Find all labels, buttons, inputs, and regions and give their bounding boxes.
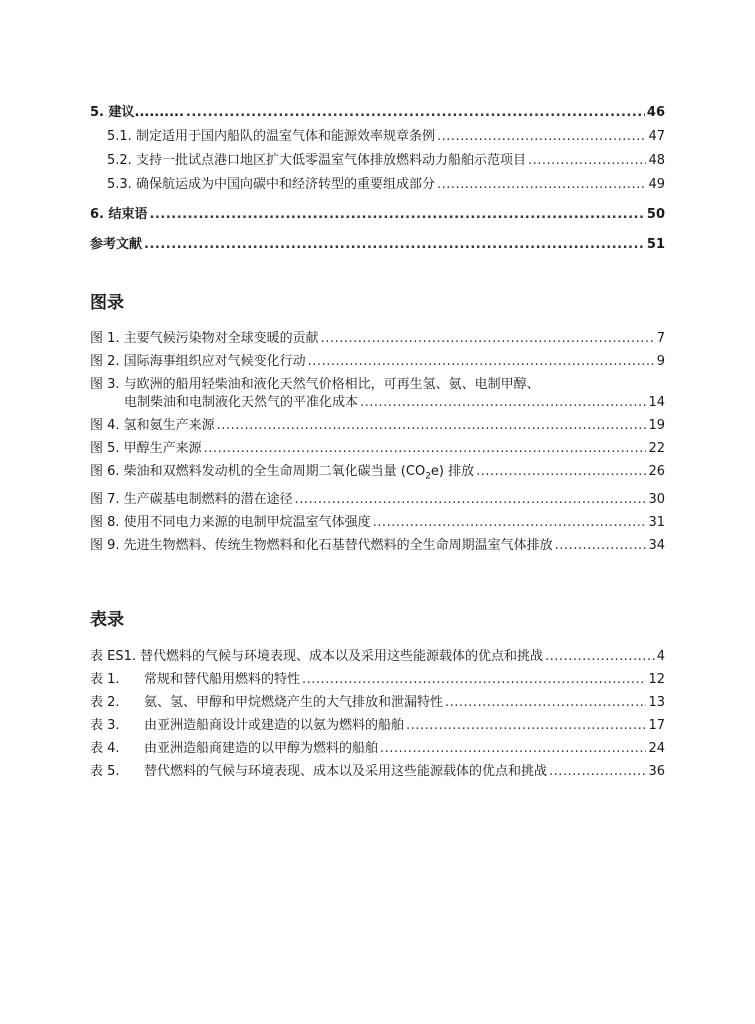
- toc-entry-label: 5.2. 支持一批试点港口地区扩大低零温室气体排放燃料动力船舶示范项目: [107, 153, 526, 168]
- toc-entry-page: 50: [646, 207, 665, 222]
- table-entry-2[interactable]: [90, 694, 665, 712]
- table-entry-es1[interactable]: [90, 648, 665, 666]
- figure-entry-label-text-end: e) 排放: [430, 464, 475, 479]
- toc-entry-5-1[interactable]: [90, 128, 665, 146]
- figure-entry-6[interactable]: [90, 463, 665, 486]
- figure-entry-label: 图 9. 先进生物燃料、传统生物燃料和化石基替代燃料的全生命周期温室气体排放: [90, 537, 553, 553]
- figure-entry-1[interactable]: [90, 330, 665, 348]
- table-entry-number: 表 1.: [90, 672, 120, 687]
- table-entry-5[interactable]: [90, 763, 665, 781]
- figure-entry-page: 30: [648, 491, 665, 507]
- toc-entry-label: 5. 建议..........: [90, 105, 184, 120]
- figure-entry-3-continuation[interactable]: [90, 394, 665, 412]
- dot-leader: [144, 236, 645, 254]
- table-entry-number: 表 2.: [90, 695, 120, 710]
- table-entry-title: 由亚洲造船商建造的以甲醇为燃料的船舶: [144, 741, 379, 756]
- toc-entry-references[interactable]: [90, 236, 665, 254]
- figure-entry-label: 图 7. 生产碳基电制燃料的潜在途径: [90, 491, 293, 507]
- figure-entry-page: 19: [648, 418, 665, 433]
- figure-entry-page: 7: [656, 331, 665, 346]
- table-entry-title: 替代燃料的气候与环境表现、成本以及采用这些能源载体的优点和挑战: [144, 764, 548, 779]
- table-entry-1[interactable]: [90, 671, 665, 689]
- toc-entry-label: 5.3. 确保航运成为中国向碳中和经济转型的重要组成部分: [107, 177, 435, 192]
- table-entry-title: 常规和替代船用燃料的特性: [144, 672, 301, 687]
- figure-entry-2[interactable]: [90, 353, 665, 371]
- toc-entry-page: 51: [646, 237, 665, 252]
- dot-leader: [528, 152, 647, 170]
- toc-entry-chapter-5[interactable]: [90, 104, 665, 122]
- dot-leader: [406, 717, 646, 735]
- figure-entry-label: [90, 463, 474, 486]
- dot-leader: [308, 353, 655, 371]
- toc-entry-page: 48: [648, 153, 665, 168]
- dot-leader: [380, 740, 646, 758]
- figure-entry-3[interactable]: [90, 376, 665, 394]
- table-entry-page: 12: [648, 672, 665, 687]
- toc-entry-page: 49: [648, 177, 665, 192]
- figures-list: [90, 330, 665, 560]
- table-entry-page: 4: [656, 649, 665, 664]
- contents-list: [90, 104, 665, 260]
- dot-leader: [545, 648, 655, 666]
- table-entry-title: 替代燃料的气候与环境表现、成本以及采用这些能源载体的优点和挑战: [140, 649, 544, 664]
- table-entry-number: 表 5.: [90, 764, 120, 779]
- table-entry-3[interactable]: [90, 717, 665, 735]
- table-entry-page: 17: [648, 718, 665, 733]
- dot-leader: [373, 514, 647, 532]
- dot-leader: [555, 537, 647, 555]
- table-entry-number: 表 ES1.: [90, 649, 137, 664]
- table-entry-page: 24: [648, 741, 665, 756]
- tables-heading: 表录: [90, 610, 124, 630]
- toc-entry-page: 46: [646, 105, 665, 120]
- table-entry-title: 由亚洲造船商设计或建造的以氨为燃料的船舶: [144, 718, 405, 733]
- dot-leader: [445, 694, 646, 712]
- figure-entry-7[interactable]: [90, 491, 665, 509]
- figure-entry-label: 图 3. 与欧洲的船用轻柴油和液化天然气价格相比，可再生氢、氨、电制甲醇、: [90, 377, 540, 392]
- figure-entry-page: 9: [656, 354, 665, 369]
- figure-entry-label: 图 5. 甲醇生产来源: [90, 441, 202, 456]
- dot-leader: [437, 128, 647, 146]
- dot-leader: [476, 463, 646, 481]
- toc-entry-page: 47: [648, 129, 665, 144]
- table-entry-number: 表 3.: [90, 718, 120, 733]
- table-entry-page: 36: [648, 764, 665, 779]
- toc-entry-chapter-6[interactable]: [90, 206, 665, 224]
- dot-leader: [437, 176, 647, 194]
- toc-entry-label: 参考文献: [90, 237, 143, 252]
- figure-entry-8[interactable]: [90, 514, 665, 532]
- figure-entry-page: 14: [648, 395, 665, 410]
- dot-leader: [302, 671, 646, 689]
- dot-leader: [321, 330, 655, 348]
- toc-entry-5-2[interactable]: [90, 152, 665, 170]
- table-entry-4[interactable]: [90, 740, 665, 758]
- figure-entry-label: 图 4. 氢和氨生产来源: [90, 418, 215, 433]
- dot-leader: [360, 394, 646, 412]
- figure-entry-label-continued: 电制柴油和电制液化天然气的平准化成本: [124, 395, 359, 410]
- toc-entry-label: 6. 结束语: [90, 207, 148, 222]
- subscript: 2: [425, 471, 431, 482]
- table-entry-title: 氨、氢、甲醇和甲烷燃烧产生的大气排放和泄漏特性: [144, 695, 444, 710]
- dot-leader: [295, 491, 647, 509]
- figure-entry-label: 图 2. 国际海事组织应对气候变化行动: [90, 354, 306, 369]
- dot-leader: [204, 440, 647, 458]
- dot-leader: [150, 206, 645, 224]
- figure-entry-5[interactable]: [90, 440, 665, 458]
- dot-leader: [217, 417, 647, 435]
- toc-entry-5-3[interactable]: [90, 176, 665, 194]
- table-entry-page: 13: [648, 695, 665, 710]
- figure-entry-9[interactable]: [90, 537, 665, 555]
- dot-leader: [186, 104, 645, 122]
- tables-list: [90, 648, 665, 786]
- figure-entry-page: 31: [648, 514, 665, 530]
- figure-entry-page: 22: [648, 441, 665, 456]
- figure-entry-4[interactable]: [90, 417, 665, 435]
- figure-entry-label-text: 图 6. 柴油和双燃料发动机的全生命周期二氧化碳当量 (CO: [90, 464, 426, 479]
- figure-entry-page: 34: [648, 537, 665, 553]
- figure-entry-page: 26: [648, 464, 665, 479]
- toc-entry-label: 5.1. 制定适用于国内船队的温室气体和能源效率规章条例: [107, 129, 435, 144]
- figure-entry-label: 图 8. 使用不同电力来源的电制甲烷温室气体强度: [90, 514, 371, 530]
- table-entry-number: 表 4.: [90, 741, 120, 756]
- figure-entry-label: 图 1. 主要气候污染物对全球变暖的贡献: [90, 331, 319, 346]
- dot-leader: [549, 763, 646, 781]
- figures-heading: 图录: [90, 293, 124, 313]
